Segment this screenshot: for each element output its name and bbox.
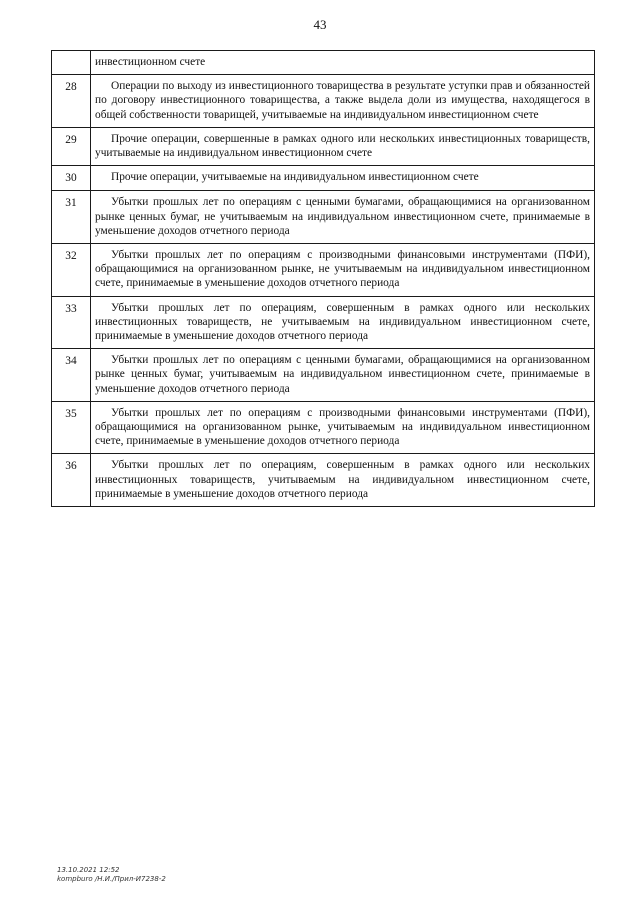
row-number: 35 bbox=[52, 401, 91, 454]
row-number: 32 bbox=[52, 244, 91, 297]
row-number: 29 bbox=[52, 127, 91, 165]
row-description: Операции по выходу из инвестиционного товарищества в результате уступки прав и обязанностей по договору инвестиционного товарищества, а также выдела доли из имущества, находящегося в общей собственности товарищей, учитываемые на индивидуальном инвестиционном счете bbox=[91, 75, 595, 128]
row-number: 36 bbox=[52, 454, 91, 507]
page-number: 43 bbox=[313, 17, 327, 32]
footer-file-ref: kompburo /Н.И./Прил-И7238-2 bbox=[57, 875, 166, 883]
row-number: 28 bbox=[52, 75, 91, 128]
table-row bbox=[52, 401, 595, 454]
table-row bbox=[52, 296, 595, 349]
table-row bbox=[52, 244, 595, 297]
row-description: Убытки прошлых лет по операциям с производными финансовыми инструментами (ПФИ), обращающимися на организованном рынке, учитываемым на индивидуальном инвестиционном счете, принимаемые в уменьшение доходов отчетного периода bbox=[91, 401, 595, 454]
row-number: 33 bbox=[52, 296, 91, 349]
table-row bbox=[52, 454, 595, 507]
table-row bbox=[52, 349, 595, 402]
operations-table bbox=[51, 50, 595, 507]
table-row bbox=[52, 75, 595, 128]
row-description: Убытки прошлых лет по операциям, совершенным в рамках одного или нескольких инвестиционных товариществ, не учитываемым на индивидуальном инвестиционном счете, принимаемые в уменьшение доходов отчетного периода bbox=[91, 296, 595, 349]
row-number: 30 bbox=[52, 166, 91, 191]
table-row bbox=[52, 51, 595, 75]
document-footer bbox=[57, 866, 166, 884]
row-description: Убытки прошлых лет по операциям, совершенным в рамках одного или нескольких инвестиционных товариществ, учитываемым на индивидуальном инвестиционном счете, принимаемые в уменьшение доходов отчетного периода bbox=[91, 454, 595, 507]
row-description: инвестиционном счете bbox=[91, 51, 595, 75]
row-description: Прочие операции, учитываемые на индивидуальном инвестиционном счете bbox=[91, 166, 595, 191]
row-number: 34 bbox=[52, 349, 91, 402]
row-description: Убытки прошлых лет по операциям с ценными бумагами, обращающимися на организованном рынке ценных бумаг, не учитываемым на индивидуальном инвестиционном счете, принимаемые в уменьшение доходов отчетного периода bbox=[91, 191, 595, 244]
row-description: Убытки прошлых лет по операциям с ценными бумагами, обращающимися на организованном рынке ценных бумаг, учитываемым на индивидуальном инвестиционном счете, принимаемые в уменьшение доходов отчетного периода bbox=[91, 349, 595, 402]
table-row bbox=[52, 127, 595, 165]
footer-timestamp: 13.10.2021 12:52 bbox=[57, 866, 120, 874]
row-description: Убытки прошлых лет по операциям с производными финансовыми инструментами (ПФИ), обращающимися на организованном рынке, не учитываемым на индивидуальном инвестиционном счете, принимаемые в уменьшение доходов отчетного периода bbox=[91, 244, 595, 297]
table-row bbox=[52, 191, 595, 244]
row-number bbox=[52, 51, 91, 75]
row-description: Прочие операции, совершенные в рамках одного или нескольких инвестиционных товариществ, учитываемые на индивидуальном инвестиционном счете bbox=[91, 127, 595, 165]
row-number: 31 bbox=[52, 191, 91, 244]
table-row bbox=[52, 166, 595, 191]
